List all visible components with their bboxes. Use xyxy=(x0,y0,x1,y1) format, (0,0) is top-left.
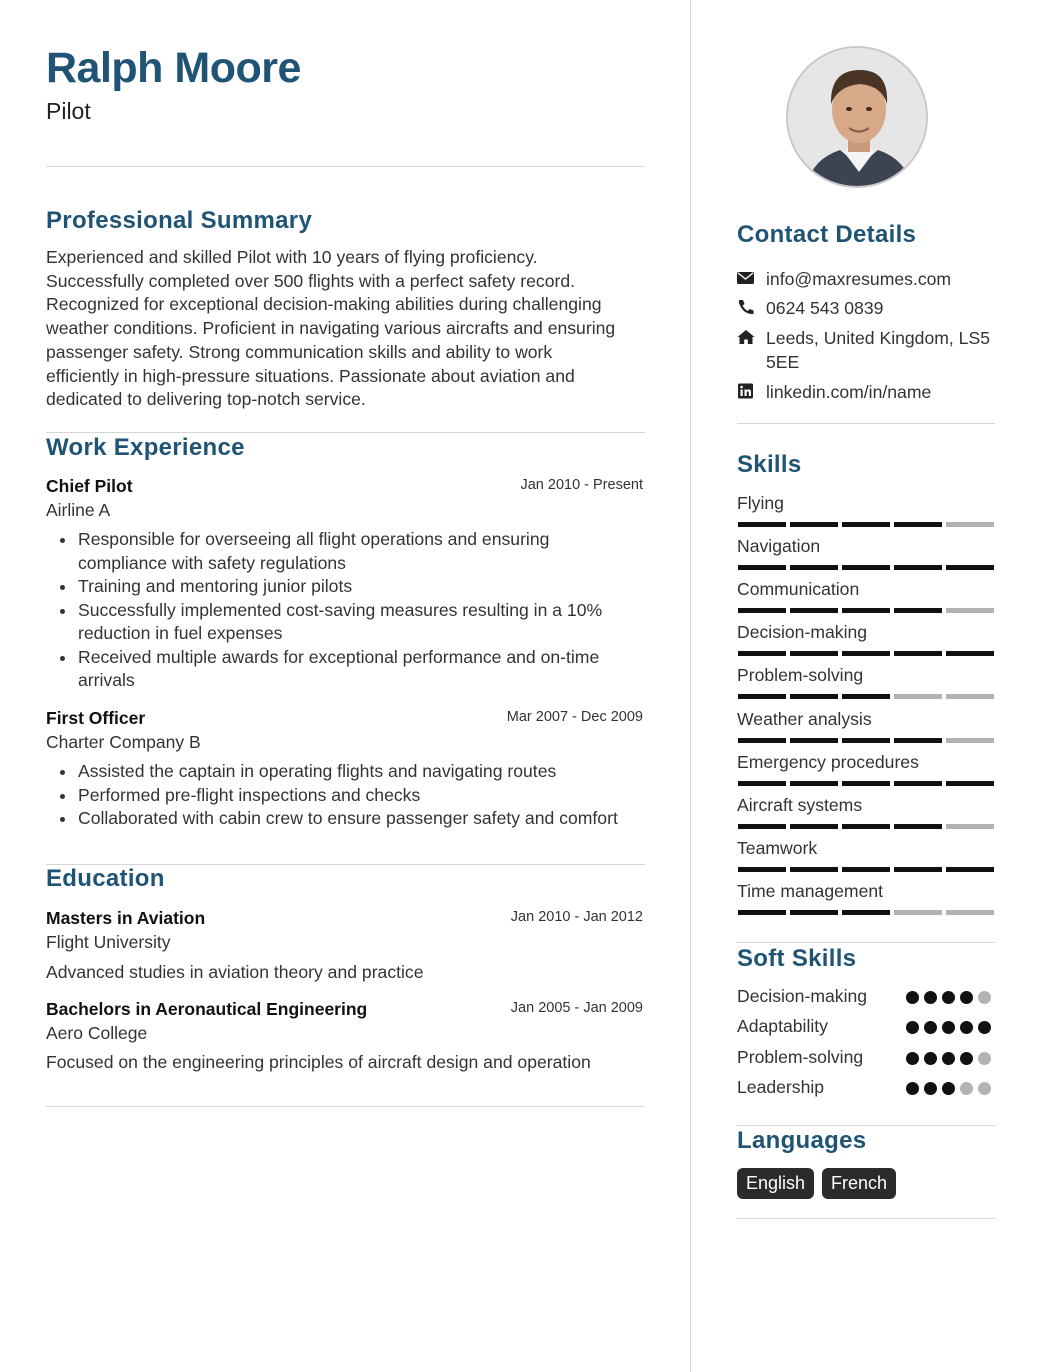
education-heading: Education xyxy=(46,865,165,892)
skill-level-segment xyxy=(738,522,786,527)
school-name: Aero College xyxy=(46,1023,148,1043)
skill-level-segment xyxy=(946,608,994,613)
skill-name: Problem-solving xyxy=(737,665,864,685)
skill-level-bar xyxy=(737,910,993,916)
skill-level-segment xyxy=(738,608,786,613)
skill-level-segment xyxy=(790,694,838,699)
soft-skill-rating xyxy=(906,1082,996,1096)
rating-dot xyxy=(978,1082,991,1095)
school-name: Flight University xyxy=(46,932,171,952)
summary-line: dedicated to delivering top-notch service. xyxy=(46,389,366,410)
education-description: Focused on the engineering principles of aircraft design and operation xyxy=(46,1052,591,1072)
skill-level-segment xyxy=(894,694,942,699)
rating-dot xyxy=(978,991,991,1004)
company-name: Airline A xyxy=(46,500,111,520)
skill-level-segment xyxy=(790,910,838,915)
rating-dot xyxy=(924,1082,937,1095)
skill-level-segment xyxy=(946,565,994,570)
job-title: First Officer xyxy=(46,708,146,728)
skill-level-bar xyxy=(737,522,993,528)
divider xyxy=(46,432,645,433)
skill-level-bar xyxy=(737,651,993,657)
skill-level-segment xyxy=(894,781,942,786)
skill-level-segment xyxy=(738,651,786,656)
job-bullet: Performed pre-flight inspections and checks xyxy=(78,784,638,808)
rating-dot xyxy=(960,991,973,1004)
language-chip: English xyxy=(737,1168,814,1199)
rating-dot xyxy=(906,1021,919,1034)
rating-dot xyxy=(906,991,919,1004)
summary-line: Recognized for exceptional decision-making abilities during challenging xyxy=(46,294,602,315)
skill-level-segment xyxy=(946,824,994,829)
address-text: Leeds, United Kingdom, LS5 5EE xyxy=(766,328,990,372)
soft-skill-name: Decision-making xyxy=(737,986,868,1006)
education-dates: Jan 2005 - Jan 2009 xyxy=(510,1000,643,1016)
skill-level-segment xyxy=(738,824,786,829)
skill-level-segment xyxy=(946,910,994,915)
skill-level-segment xyxy=(842,824,890,829)
job-bullet: Received multiple awards for exceptional performance and on-time arrivals xyxy=(78,646,638,693)
phone-text: 0624 543 0839 xyxy=(766,298,884,318)
skill-level-segment xyxy=(894,522,942,527)
skill-level-segment xyxy=(790,738,838,743)
envelope-icon xyxy=(737,270,755,286)
skill-level-segment xyxy=(842,522,890,527)
summary-line: Experienced and skilled Pilot with 10 years of flying proficiency. xyxy=(46,247,538,267)
skill-level-segment xyxy=(738,565,786,570)
job-dates: Mar 2007 - Dec 2009 xyxy=(506,709,643,725)
skill-level-bar xyxy=(737,694,993,700)
skill-level-segment xyxy=(790,867,838,872)
column-divider xyxy=(690,0,691,1372)
rating-dot xyxy=(924,1052,937,1065)
job-bullet: Assisted the captain in operating flights and navigating routes xyxy=(78,760,638,784)
skill-level-segment xyxy=(738,867,786,872)
soft-skill-name: Adaptability xyxy=(737,1016,828,1036)
work-heading: Work Experience xyxy=(46,434,245,461)
skill-level-segment xyxy=(894,738,942,743)
job-bullets xyxy=(78,760,638,831)
skill-level-segment xyxy=(842,608,890,613)
skill-level-segment xyxy=(894,867,942,872)
rating-dot xyxy=(960,1082,973,1095)
skill-level-segment xyxy=(738,781,786,786)
soft-skill-rating xyxy=(906,991,996,1005)
skill-level-segment xyxy=(842,781,890,786)
divider xyxy=(737,1125,995,1126)
profile-photo xyxy=(786,46,928,188)
skill-level-segment xyxy=(842,651,890,656)
rating-dot xyxy=(978,1021,991,1034)
skill-level-segment xyxy=(842,565,890,570)
divider xyxy=(46,1106,645,1107)
skill-name: Flying xyxy=(737,493,784,513)
degree-name: Bachelors in Aeronautical Engineering xyxy=(46,999,368,1019)
summary-line: Successfully completed over 500 flights with a perfect safety record. xyxy=(46,270,576,291)
rating-dot xyxy=(960,1052,973,1065)
contact-heading: Contact Details xyxy=(737,221,917,248)
skill-name: Weather analysis xyxy=(737,709,872,729)
skill-level-segment xyxy=(790,565,838,570)
soft-skill-name: Leadership xyxy=(737,1077,825,1097)
skill-name: Decision-making xyxy=(737,622,868,642)
summary-line: weather conditions. Proficient in navigating various aircrafts and ensuring xyxy=(46,318,616,339)
rating-dot xyxy=(924,1021,937,1034)
skill-level-segment xyxy=(790,608,838,613)
skill-level-segment xyxy=(946,651,994,656)
skill-level-segment xyxy=(790,651,838,656)
skill-level-segment xyxy=(842,910,890,915)
skill-level-bar xyxy=(737,867,993,873)
job-title: Chief Pilot xyxy=(46,476,133,496)
home-icon xyxy=(737,329,755,345)
skill-level-bar xyxy=(737,738,993,744)
skill-level-segment xyxy=(946,867,994,872)
skill-level-segment xyxy=(894,824,942,829)
divider xyxy=(46,166,645,167)
skill-level-bar xyxy=(737,781,993,787)
skill-name: Teamwork xyxy=(737,838,818,858)
skill-level-segment xyxy=(946,781,994,786)
skill-level-segment xyxy=(790,781,838,786)
soft-skill-rating xyxy=(906,1021,996,1035)
rating-dot xyxy=(906,1052,919,1065)
skill-level-segment xyxy=(790,824,838,829)
phone-icon xyxy=(737,299,755,315)
summary-text xyxy=(46,246,645,412)
job-bullet: Successfully implemented cost-saving measures resulting in a 10% reduction in fuel expenses xyxy=(78,599,638,646)
skill-level-segment xyxy=(946,694,994,699)
skill-level-bar xyxy=(737,565,993,571)
rating-dot xyxy=(978,1052,991,1065)
candidate-name: Ralph Moore xyxy=(46,44,301,92)
skill-level-segment xyxy=(894,651,942,656)
summary-line: passenger safety. Strong communication skills and ability to work xyxy=(46,341,553,362)
job-bullet: Training and mentoring junior pilots xyxy=(78,575,638,599)
skill-level-segment xyxy=(790,522,838,527)
email-text: info@maxresumes.com xyxy=(766,269,952,289)
rating-dot xyxy=(942,1082,955,1095)
skill-name: Time management xyxy=(737,881,884,901)
linkedin-text: linkedin.com/in/name xyxy=(766,382,932,402)
soft-skills-heading: Soft Skills xyxy=(737,945,857,972)
job-bullets xyxy=(78,528,638,693)
rating-dot xyxy=(942,1052,955,1065)
summary-heading: Professional Summary xyxy=(46,207,313,234)
summary-line: efficiently in high-pressure situations. Passionate about aviation and xyxy=(46,365,575,386)
divider xyxy=(737,1218,995,1219)
skill-level-segment xyxy=(842,738,890,743)
skill-level-segment xyxy=(842,694,890,699)
skill-name: Aircraft systems xyxy=(737,795,863,815)
rating-dot xyxy=(960,1021,973,1034)
skill-name: Navigation xyxy=(737,536,821,556)
rating-dot xyxy=(942,1021,955,1034)
candidate-title: Pilot xyxy=(46,98,91,124)
skill-name: Emergency procedures xyxy=(737,752,919,772)
rating-dot xyxy=(942,991,955,1004)
job-bullet: Collaborated with cabin crew to ensure passenger safety and comfort xyxy=(78,807,638,831)
soft-skill-rating xyxy=(906,1052,996,1066)
education-description: Advanced studies in aviation theory and practice xyxy=(46,962,424,982)
skill-level-segment xyxy=(738,910,786,915)
avatar-portrait-icon xyxy=(788,48,928,188)
rating-dot xyxy=(924,991,937,1004)
linkedin-icon xyxy=(737,383,755,399)
skills-heading: Skills xyxy=(737,451,802,478)
skill-level-segment xyxy=(738,738,786,743)
skill-level-segment xyxy=(894,910,942,915)
skill-name: Communication xyxy=(737,579,860,599)
degree-name: Masters in Aviation xyxy=(46,908,206,928)
skill-level-segment xyxy=(894,565,942,570)
skill-level-bar xyxy=(737,824,993,830)
divider xyxy=(737,942,995,943)
rating-dot xyxy=(906,1082,919,1095)
company-name: Charter Company B xyxy=(46,732,201,752)
education-dates: Jan 2010 - Jan 2012 xyxy=(510,909,643,925)
skill-level-segment xyxy=(946,738,994,743)
skill-level-segment xyxy=(894,608,942,613)
skill-level-segment xyxy=(946,522,994,527)
divider xyxy=(737,423,995,424)
soft-skill-name: Problem-solving xyxy=(737,1047,864,1067)
languages-heading: Languages xyxy=(737,1127,867,1154)
job-dates: Jan 2010 - Present xyxy=(520,477,643,493)
language-chip: French xyxy=(822,1168,896,1199)
skill-level-bar xyxy=(737,608,993,614)
skill-level-segment xyxy=(842,867,890,872)
job-bullet: Responsible for overseeing all flight operations and ensuring compliance with safety regulations xyxy=(78,528,638,575)
skill-level-segment xyxy=(738,694,786,699)
